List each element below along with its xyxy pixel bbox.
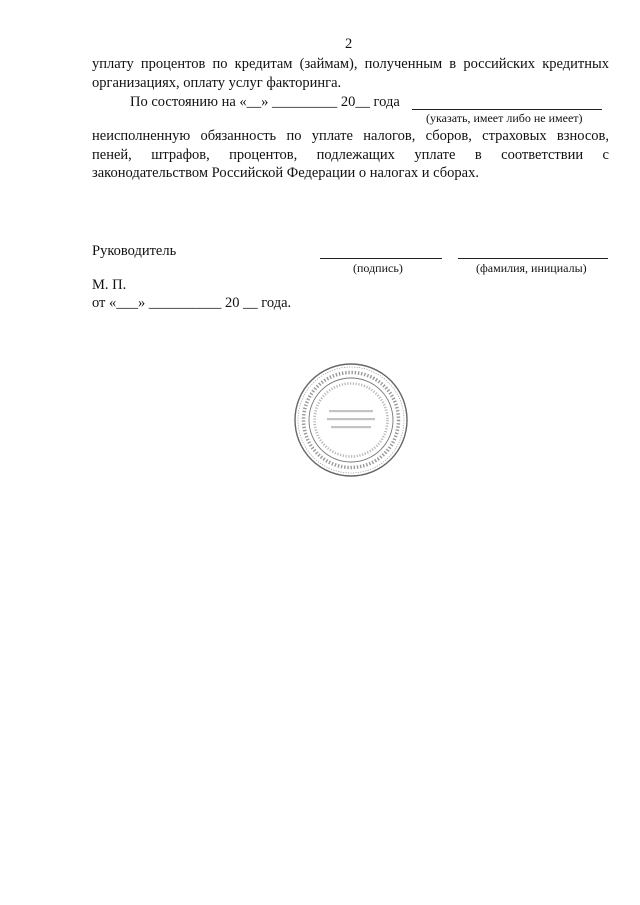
seal-label: М. П. xyxy=(92,277,127,293)
signature-caption: (подпись) xyxy=(353,261,403,275)
name-caption: (фамилия, инициалы) xyxy=(476,261,587,275)
signer-title: Руководитель xyxy=(92,243,177,259)
paragraph2-line2: пеней, штрафов, процентов, подлежащих уплате в соответствии с xyxy=(92,147,609,163)
official-stamp xyxy=(293,362,409,478)
paragraph2-lead: По состоянию на «__» _________ 20__ года xyxy=(130,94,400,110)
date-line: от «___» __________ 20 __ года. xyxy=(92,295,292,311)
name-line xyxy=(458,258,608,259)
status-hint: (указать, имеет либо не имеет) xyxy=(426,111,583,125)
paragraph1-line1: уплату процентов по кредитам (займам), полученным в российских кредитных xyxy=(92,56,609,72)
signature-line xyxy=(320,258,442,259)
page-number: 2 xyxy=(345,36,353,52)
paragraph1-line2: организациях, оплату услуг факторинга. xyxy=(92,75,342,91)
status-fill-line xyxy=(412,109,602,110)
paragraph2-line3: законодательством Российской Федерации о налогах и сборах. xyxy=(92,165,479,181)
paragraph2-line1: неисполненную обязанность по уплате налогов, сборов, страховых взносов, xyxy=(92,128,609,144)
